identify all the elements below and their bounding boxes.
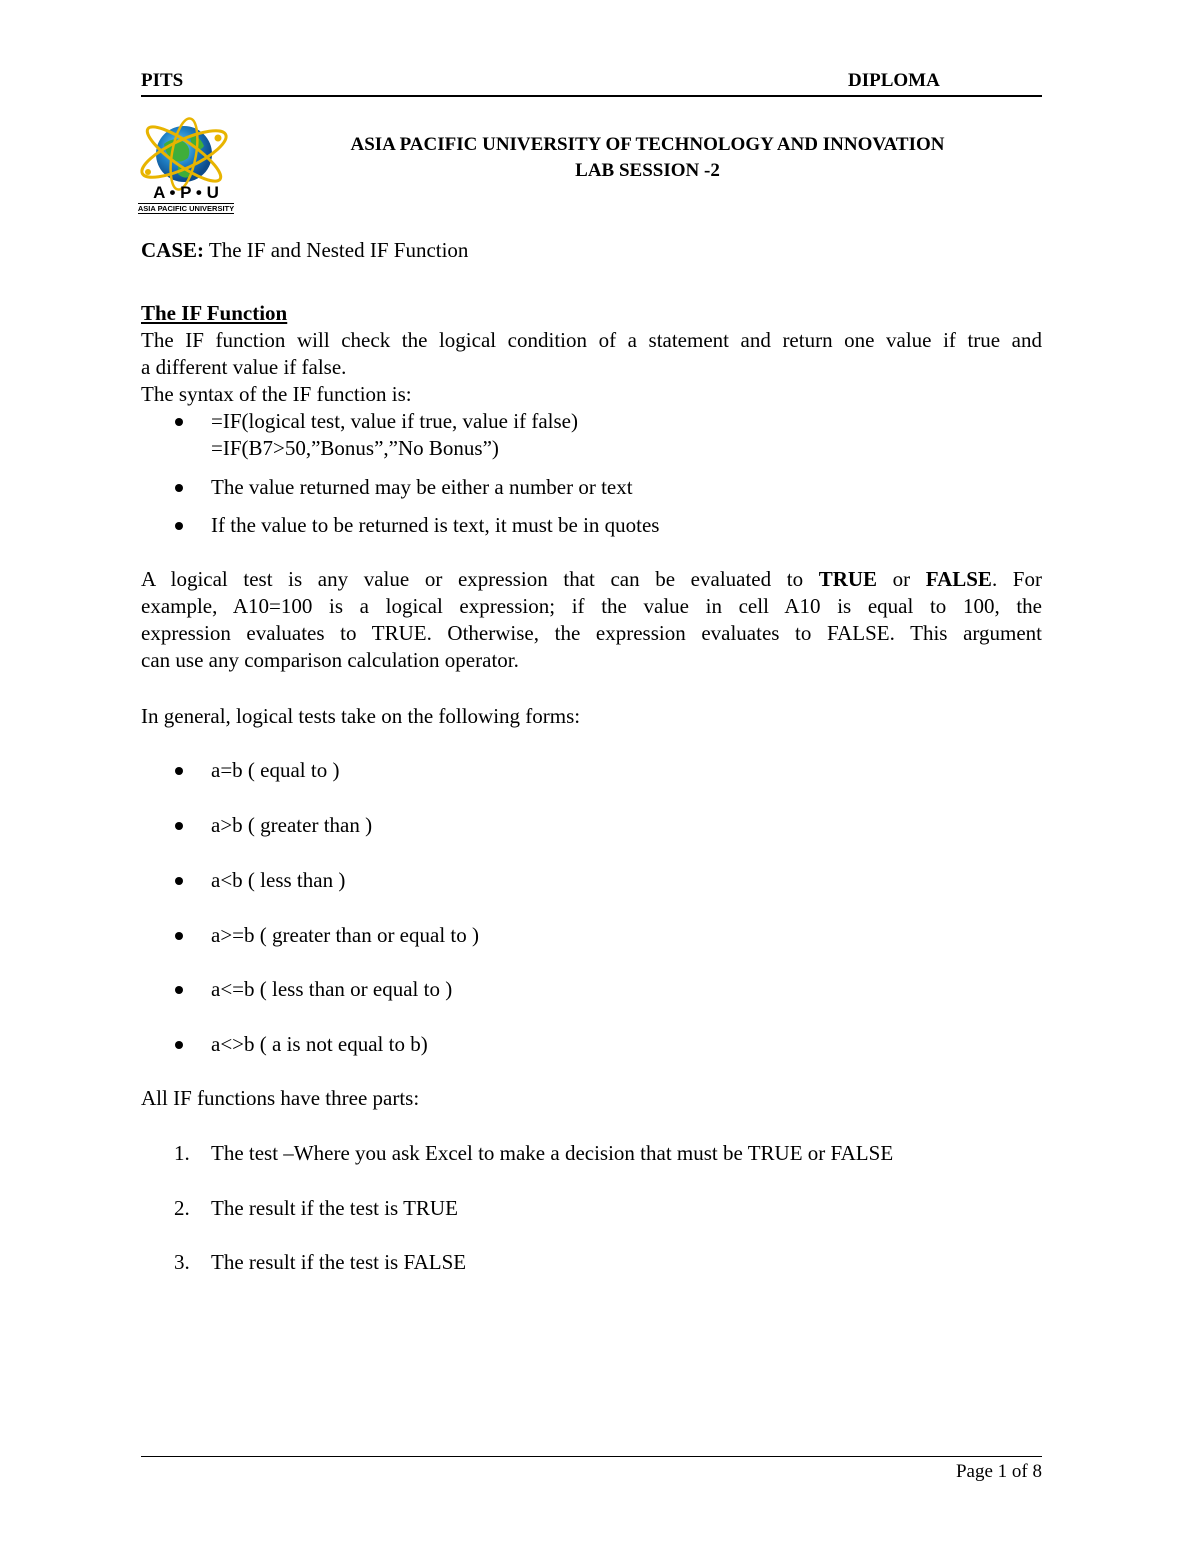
bullet-dot [175, 822, 183, 830]
logical-line-1-b: . For [991, 567, 1042, 591]
form-item-greater-equal: a>=b ( greater than or equal to ) [211, 923, 479, 947]
bullet-dot [175, 877, 183, 885]
part-number: 2. [174, 1196, 190, 1220]
parts-intro: All IF functions have three parts: [141, 1086, 420, 1110]
true-keyword: TRUE [818, 567, 878, 591]
case-label: CASE: [141, 238, 205, 262]
bullet-dot [175, 1041, 183, 1049]
syntax-bullet-line-2: =IF(B7>50,”Bonus”,”No Bonus”) [211, 436, 499, 460]
form-item-equal: a=b ( equal to ) [211, 758, 340, 782]
bullet-dot [175, 986, 183, 994]
bullet-dot [175, 767, 183, 775]
logical-line-1-a: A logical test is any value or expression that can be evaluated to [141, 567, 819, 591]
apu-logo [134, 114, 238, 216]
form-item-less: a<b ( less than ) [211, 868, 346, 892]
syntax-line: The syntax of the IF function is: [141, 382, 412, 406]
logical-line-3: expression evaluates to TRUE. Otherwise, the expression evaluates to FALSE. This argument [141, 621, 1042, 645]
part-item-1: The test –Where you ask Excel to make a decision that must be TRUE or FALSE [211, 1141, 894, 1165]
header-rule [141, 95, 1042, 97]
bullet-dot [175, 932, 183, 940]
header-right: DIPLOMA [848, 70, 940, 91]
intro-line-1: The IF function will check the logical condition of a statement and return one value if true and [141, 328, 1042, 352]
bullet-dot [175, 484, 183, 492]
case-text: The IF and Nested IF Function [204, 238, 469, 262]
part-number: 1. [174, 1141, 190, 1165]
logical-line-2: example, A10=100 is a logical expression; if the value in cell A10 is equal to 100, the [141, 594, 1042, 618]
section-heading: The IF Function [141, 301, 288, 325]
forms-intro: In general, logical tests take on the following forms: [141, 704, 581, 728]
syntax-bullet-line-1: =IF(logical test, value if true, value if false) [211, 409, 578, 433]
form-item-not-equal: a<>b ( a is not equal to b) [211, 1032, 428, 1056]
syntax-bullet-3: If the value to be returned is text, it must be in quotes [211, 513, 660, 537]
logical-or: or [877, 567, 926, 591]
title-lab-session: LAB SESSION -2 [575, 160, 720, 181]
logical-line-4: can use any comparison calculation operator. [141, 648, 519, 672]
footer-rule [141, 1456, 1042, 1457]
title-university: ASIA PACIFIC UNIVERSITY OF TECHNOLOGY AND INNOVATION [350, 134, 945, 155]
false-keyword: FALSE [925, 567, 992, 591]
part-item-3: The result if the test is FALSE [211, 1250, 467, 1274]
logical-line-1 [141, 567, 1042, 592]
bullet-dot [175, 522, 183, 530]
page-number: Page 1 of 8 [955, 1461, 1042, 1482]
intro-line-2: a different value if false. [141, 355, 347, 379]
logo-letters: A • P • U [153, 183, 219, 202]
case-line [141, 238, 468, 263]
part-item-2: The result if the test is TRUE [211, 1196, 458, 1220]
part-number: 3. [174, 1250, 190, 1274]
logo-caption: ASIA PACIFIC UNIVERSITY [137, 204, 235, 213]
bullet-dot [175, 418, 183, 426]
header-left: PITS [141, 70, 184, 91]
form-item-greater: a>b ( greater than ) [211, 813, 373, 837]
form-item-less-equal: a<=b ( less than or equal to ) [211, 977, 453, 1001]
syntax-bullet-2: The value returned may be either a number or text [211, 475, 633, 499]
